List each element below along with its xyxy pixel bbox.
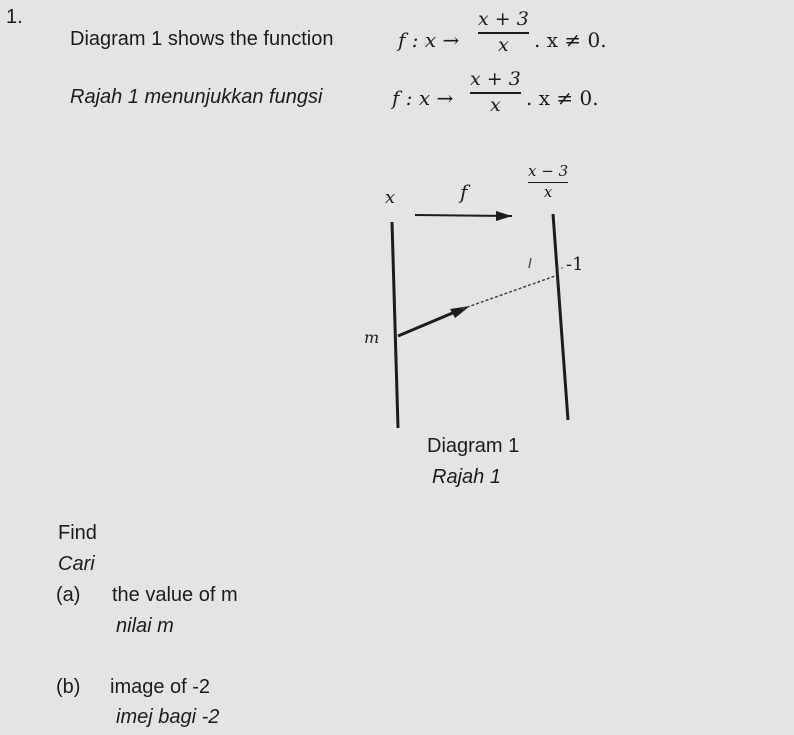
image-denominator: x [543,182,553,201]
function-denominator: x [490,93,501,116]
function-arrowhead-icon [496,211,512,221]
part-a-label: (a) [56,584,81,606]
function-denominator: x [498,33,509,56]
part-b-text-ms: imej bagi -2 [116,706,220,728]
domain-label: x [385,187,396,208]
part-b-label: (b) [56,676,81,698]
mapping-arrow-dotted [462,276,555,309]
function-lhs-ms: f : x → [392,86,454,110]
function-numerator: x + 3 [470,68,521,90]
find-heading-ms: Cari [58,553,95,575]
part-a-text-en: the value of m [112,584,238,606]
function-condition-en: . x ≠ 0. [534,28,607,52]
domain-line [392,222,398,428]
part-a-text-ms: nilai m [116,615,174,637]
image-numerator: x − 3 [528,162,569,180]
codomain-line [553,214,568,420]
mapped-value-label: -1 [566,254,584,275]
domain-unknown-label: m [364,328,380,347]
diagram-caption-ms: Rajah 1 [432,466,501,488]
find-heading-en: Find [58,522,97,544]
tick-mark [529,258,531,268]
function-numerator: x + 3 [478,8,529,30]
intro-text-ms: Rajah 1 menunjukkan fungsi [70,86,323,108]
function-label: f [460,180,468,204]
diagram-caption-en: Diagram 1 [427,435,520,457]
question-number: 1. [6,6,23,28]
intro-text-en: Diagram 1 shows the function [70,28,334,50]
function-lhs-en: f : x → [398,28,460,52]
function-condition-ms: . x ≠ 0. [526,86,599,110]
image-fraction [528,164,568,201]
part-b-text-en: image of -2 [110,676,211,698]
